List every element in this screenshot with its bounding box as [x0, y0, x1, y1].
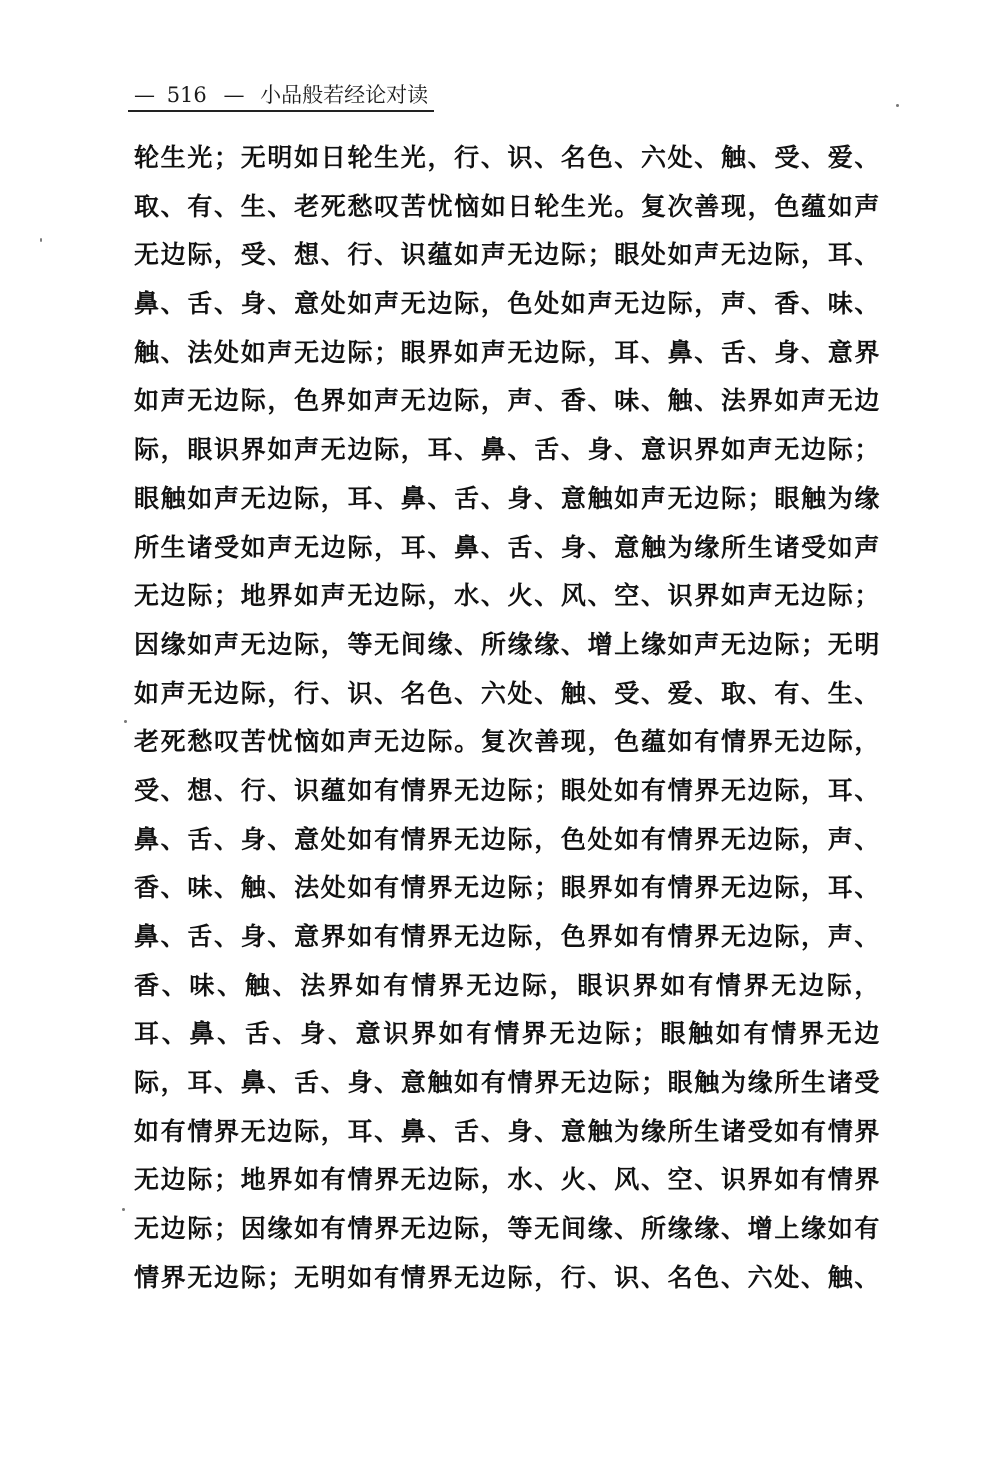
- text-line: 鼻、舌、身、意处如有情界无边际，色处如有情界无边际，声、: [134, 824, 880, 854]
- text-line: 无边际，受、想、行、识蕴如声无边际；眼处如声无边际，耳、: [134, 240, 880, 270]
- text-line: 鼻、舌、身、意界如有情界无边际，色界如有情界无边际，声、: [134, 922, 880, 951]
- text-line: 无边际；地界如有情界无边际，水、火、风、空、识界如有情界: [134, 1165, 880, 1195]
- text-line: 香、味、触、法界如有情界无边际，眼识界如有情界无边际，: [134, 970, 880, 1000]
- scan-speck: [896, 104, 899, 107]
- text-line: 眼触如声无边际，耳、鼻、舌、身、意触如声无边际；眼触为缘: [134, 483, 880, 513]
- text-line: 老死愁叹苦忧恼如声无边际。复次善现，色蕴如有情界无边际，: [134, 727, 880, 757]
- text-line: 如声无边际，行、识、名色、六处、触、受、爱、取、有、生、: [134, 678, 880, 708]
- text-line: 无边际；地界如声无边际，水、火、风、空、识界如声无边际；: [134, 581, 880, 611]
- text-line: 触、法处如声无边际；眼界如声无边际，耳、鼻、舌、身、意界: [134, 337, 880, 367]
- text-line: 情界无边际；无明如有情界无边际，行、识、名色、六处、触、: [134, 1262, 880, 1292]
- text-line: 际，眼识界如声无边际，耳、鼻、舌、身、意识界如声无边际；: [134, 435, 880, 465]
- running-header: [134, 78, 434, 112]
- text-line: 所生诸受如声无边际，耳、鼻、舌、身、意触为缘所生诸受如声: [134, 532, 880, 562]
- scan-speck: [124, 720, 127, 723]
- page-number: 516: [166, 83, 207, 107]
- text-line: 取、有、生、老死愁叹苦忧恼如日轮生光。复次善现，色蕴如声: [134, 191, 880, 221]
- header-dash-right: —: [223, 83, 245, 107]
- body-text: [134, 134, 880, 1303]
- header-dash-left: —: [134, 83, 155, 107]
- book-title: 小品般若经论对读: [260, 83, 429, 107]
- scan-speck: [122, 1208, 125, 1211]
- text-line: 因缘如声无边际，等无间缘、所缘缘、增上缘如声无边际；无明: [134, 629, 880, 659]
- text-line: 如声无边际，色界如声无边际，声、香、味、触、法界如声无边: [134, 386, 880, 416]
- text-line: 无边际；因缘如有情界无边际，等无间缘、所缘缘、增上缘如有: [134, 1214, 880, 1244]
- text-line: 轮生光；无明如日轮生光，行、识、名色、六处、触、受、爱、: [134, 143, 880, 172]
- scan-speck: [40, 238, 42, 242]
- text-line: 耳、鼻、舌、身、意识界如有情界无边际；眼触如有情界无边: [134, 1019, 880, 1049]
- text-line: 鼻、舌、身、意处如声无边际，色处如声无边际，声、香、味、: [134, 289, 880, 319]
- text-line: 受、想、行、识蕴如有情界无边际；眼处如有情界无边际，耳、: [134, 775, 880, 805]
- header-rule: [128, 110, 434, 112]
- text-line: 如有情界无边际，耳、鼻、舌、身、意触为缘所生诸受如有情界: [134, 1116, 880, 1146]
- text-line: 香、味、触、法处如有情界无边际；眼界如有情界无边际，耳、: [134, 873, 880, 903]
- text-line: 际，耳、鼻、舌、身、意触如有情界无边际；眼触为缘所生诸受: [134, 1068, 880, 1098]
